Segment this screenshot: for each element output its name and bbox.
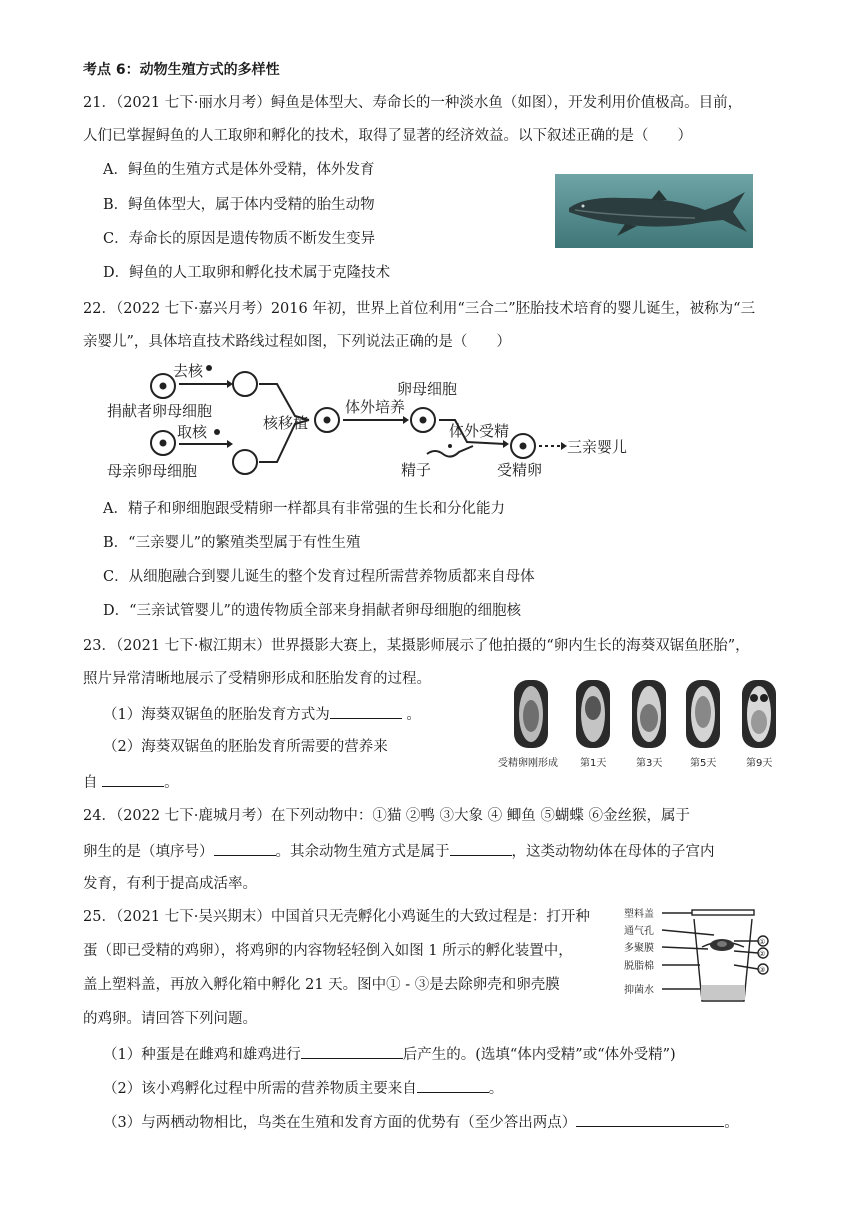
- q25-stem-line1: 25．（2021 七下·吴兴期末）中国首只无壳孵化小鸡诞生的大致过程是：打开种: [83, 909, 590, 925]
- q24-stem-line3: 发育，有利于提高成活率。: [83, 876, 257, 892]
- sturgeon-photo: [555, 174, 753, 248]
- caption-day5: 第5天: [690, 758, 717, 769]
- label-zygote: 受精卵: [497, 461, 543, 479]
- q23-sub2: （2）海葵双锯鱼的胚胎发育所需要的营养来: [103, 739, 388, 755]
- label-film: 多聚膜: [624, 943, 654, 954]
- q24-stem-line2: 卵生的是（填序号） 。其余动物生殖方式是属于 ，这类动物幼体在母体的子宫内: [83, 840, 715, 862]
- q25-sub2: （2）该小鸡孵化过程中所需的营养物质主要来自 。: [103, 1077, 503, 1099]
- label-in-vitro-fertilization: 体外受精: [449, 422, 510, 440]
- marker-3: ③: [759, 966, 766, 974]
- label-mother-egg: 母亲卵母细胞: [107, 462, 198, 480]
- q21-option-a: A．鲟鱼的生殖方式是体外受精，体外发育: [103, 162, 375, 178]
- q22-stem-line2: 亲婴儿”，具体培直技术路线过程如图，下列说法正确的是（ ）: [83, 334, 511, 350]
- three-parent-diagram: [105, 358, 645, 480]
- q23-blank2[interactable]: [102, 771, 164, 787]
- q23-sub2-cont: 自 。: [83, 771, 179, 793]
- q22-option-d: D．“三亲试管婴儿”的遗传物质全部来身捐献者卵母细胞的细胞核: [103, 603, 521, 619]
- caption-day1: 第1天: [580, 758, 607, 769]
- q22-option-c: C．从细胞融合到婴儿诞生的整个发育过程所需营养物质都来自母体: [103, 569, 535, 585]
- label-in-vitro-culture: 体外培养: [345, 398, 406, 416]
- label-cotton: 脱脂棉: [624, 961, 654, 972]
- q21-option-c: C．寿命长的原因是遗传物质不断发生变异: [103, 231, 376, 247]
- caption-zygote: 受精卵刚形成: [498, 758, 558, 769]
- q24-blank2[interactable]: [450, 840, 512, 856]
- q25-stem-line4: 的鸡卵。请回答下列问题。: [83, 1011, 257, 1027]
- q22-stem-line1: 22．（2022 七下·嘉兴月考）2016 年初，世界上首位利用“三合二”胚胎技术培育的婴儿诞生，被称为“三: [83, 301, 756, 317]
- q21-option-b: B．鲟鱼体型大，属于体内受精的胎生动物: [103, 197, 375, 213]
- caption-day9: 第9天: [746, 758, 773, 769]
- q25-sub3: （3）与两栖动物相比，鸟类在生殖和发育方面的优势有（至少答出两点） 。: [103, 1111, 739, 1133]
- q23-sub1: （1）海葵双锯鱼的胚胎发育方式为 。: [103, 703, 421, 725]
- incubator-figure: [622, 905, 772, 1015]
- label-oocyte: 卵母细胞: [397, 380, 458, 398]
- label-water: 抑菌水: [624, 985, 654, 996]
- q24-stem-line1: 24．（2022 七下·鹿城月考）在下列动物中：①猫 ②鸭 ③大象 ④ 鲫鱼 ⑤蝴蝶 ⑥金丝猴，属于: [83, 808, 690, 824]
- label-remove-nucleus: 去核: [173, 362, 204, 380]
- q23-stem-line2: 照片异常清晰地展示了受精卵形成和胚胎发育的过程。: [83, 671, 431, 687]
- q22-option-a: A．精子和卵细胞跟受精卵一样都具有非常强的生长和分化能力: [103, 501, 505, 517]
- q21-stem-line1: 21．（2021 七下·丽水月考）鲟鱼是体型大、寿命长的一种淡水鱼（如图），开发利用价值极高。目前，: [83, 95, 743, 111]
- label-donor-egg: 捐献者卵母细胞: [107, 402, 213, 420]
- q21-stem-line2: 人们已掌握鲟鱼的人工取卵和孵化的技术，取得了显著的经济效益。以下叙述正确的是（ ）: [83, 128, 692, 144]
- q24-blank1[interactable]: [214, 840, 276, 856]
- label-take-nucleus: 取核: [177, 423, 208, 441]
- embryo-photos: [496, 678, 790, 772]
- marker-1: ①: [759, 938, 766, 946]
- q25-blank1[interactable]: [301, 1043, 403, 1059]
- q25-sub1: （1）种蛋是在雌鸡和雄鸡进行 后产生的。(选填“体内受精”或“体外受精”): [103, 1043, 676, 1065]
- q25-blank2[interactable]: [417, 1077, 489, 1093]
- caption-day3: 第3天: [636, 758, 663, 769]
- label-three-parent-baby: 三亲婴儿: [567, 438, 628, 456]
- label-nuclear-transfer: 核移植: [263, 414, 309, 432]
- label-lid: 塑料盖: [624, 909, 654, 920]
- marker-2: ②: [759, 950, 766, 958]
- q25-stem-line2: 蛋（即已受精的鸡卵），将鸡卵的内容物轻轻倒入如图 1 所示的孵化装置中，: [83, 943, 573, 959]
- q23-stem-line1: 23．（2021 七下·椒江期末）世界摄影大赛上，某摄影师展示了他拍摄的“卵内生长的海葵双锯鱼胚胎”，: [83, 638, 750, 654]
- label-vent: 通气孔: [624, 926, 654, 937]
- q25-stem-line3: 盖上塑料盖，再放入孵化箱中孵化 21 天。图中① - ③是去除卵壳和卵壳膜: [83, 977, 560, 993]
- label-sperm: 精子: [401, 461, 432, 479]
- q21-option-d: D．鲟鱼的人工取卵和孵化技术属于克隆技术: [103, 265, 391, 281]
- q22-option-b: B．“三亲婴儿”的繁殖类型属于有性生殖: [103, 535, 361, 551]
- section-title: 考点 6：动物生殖方式的多样性: [83, 62, 280, 78]
- q23-blank1[interactable]: [330, 703, 402, 719]
- q25-blank3[interactable]: [576, 1111, 724, 1127]
